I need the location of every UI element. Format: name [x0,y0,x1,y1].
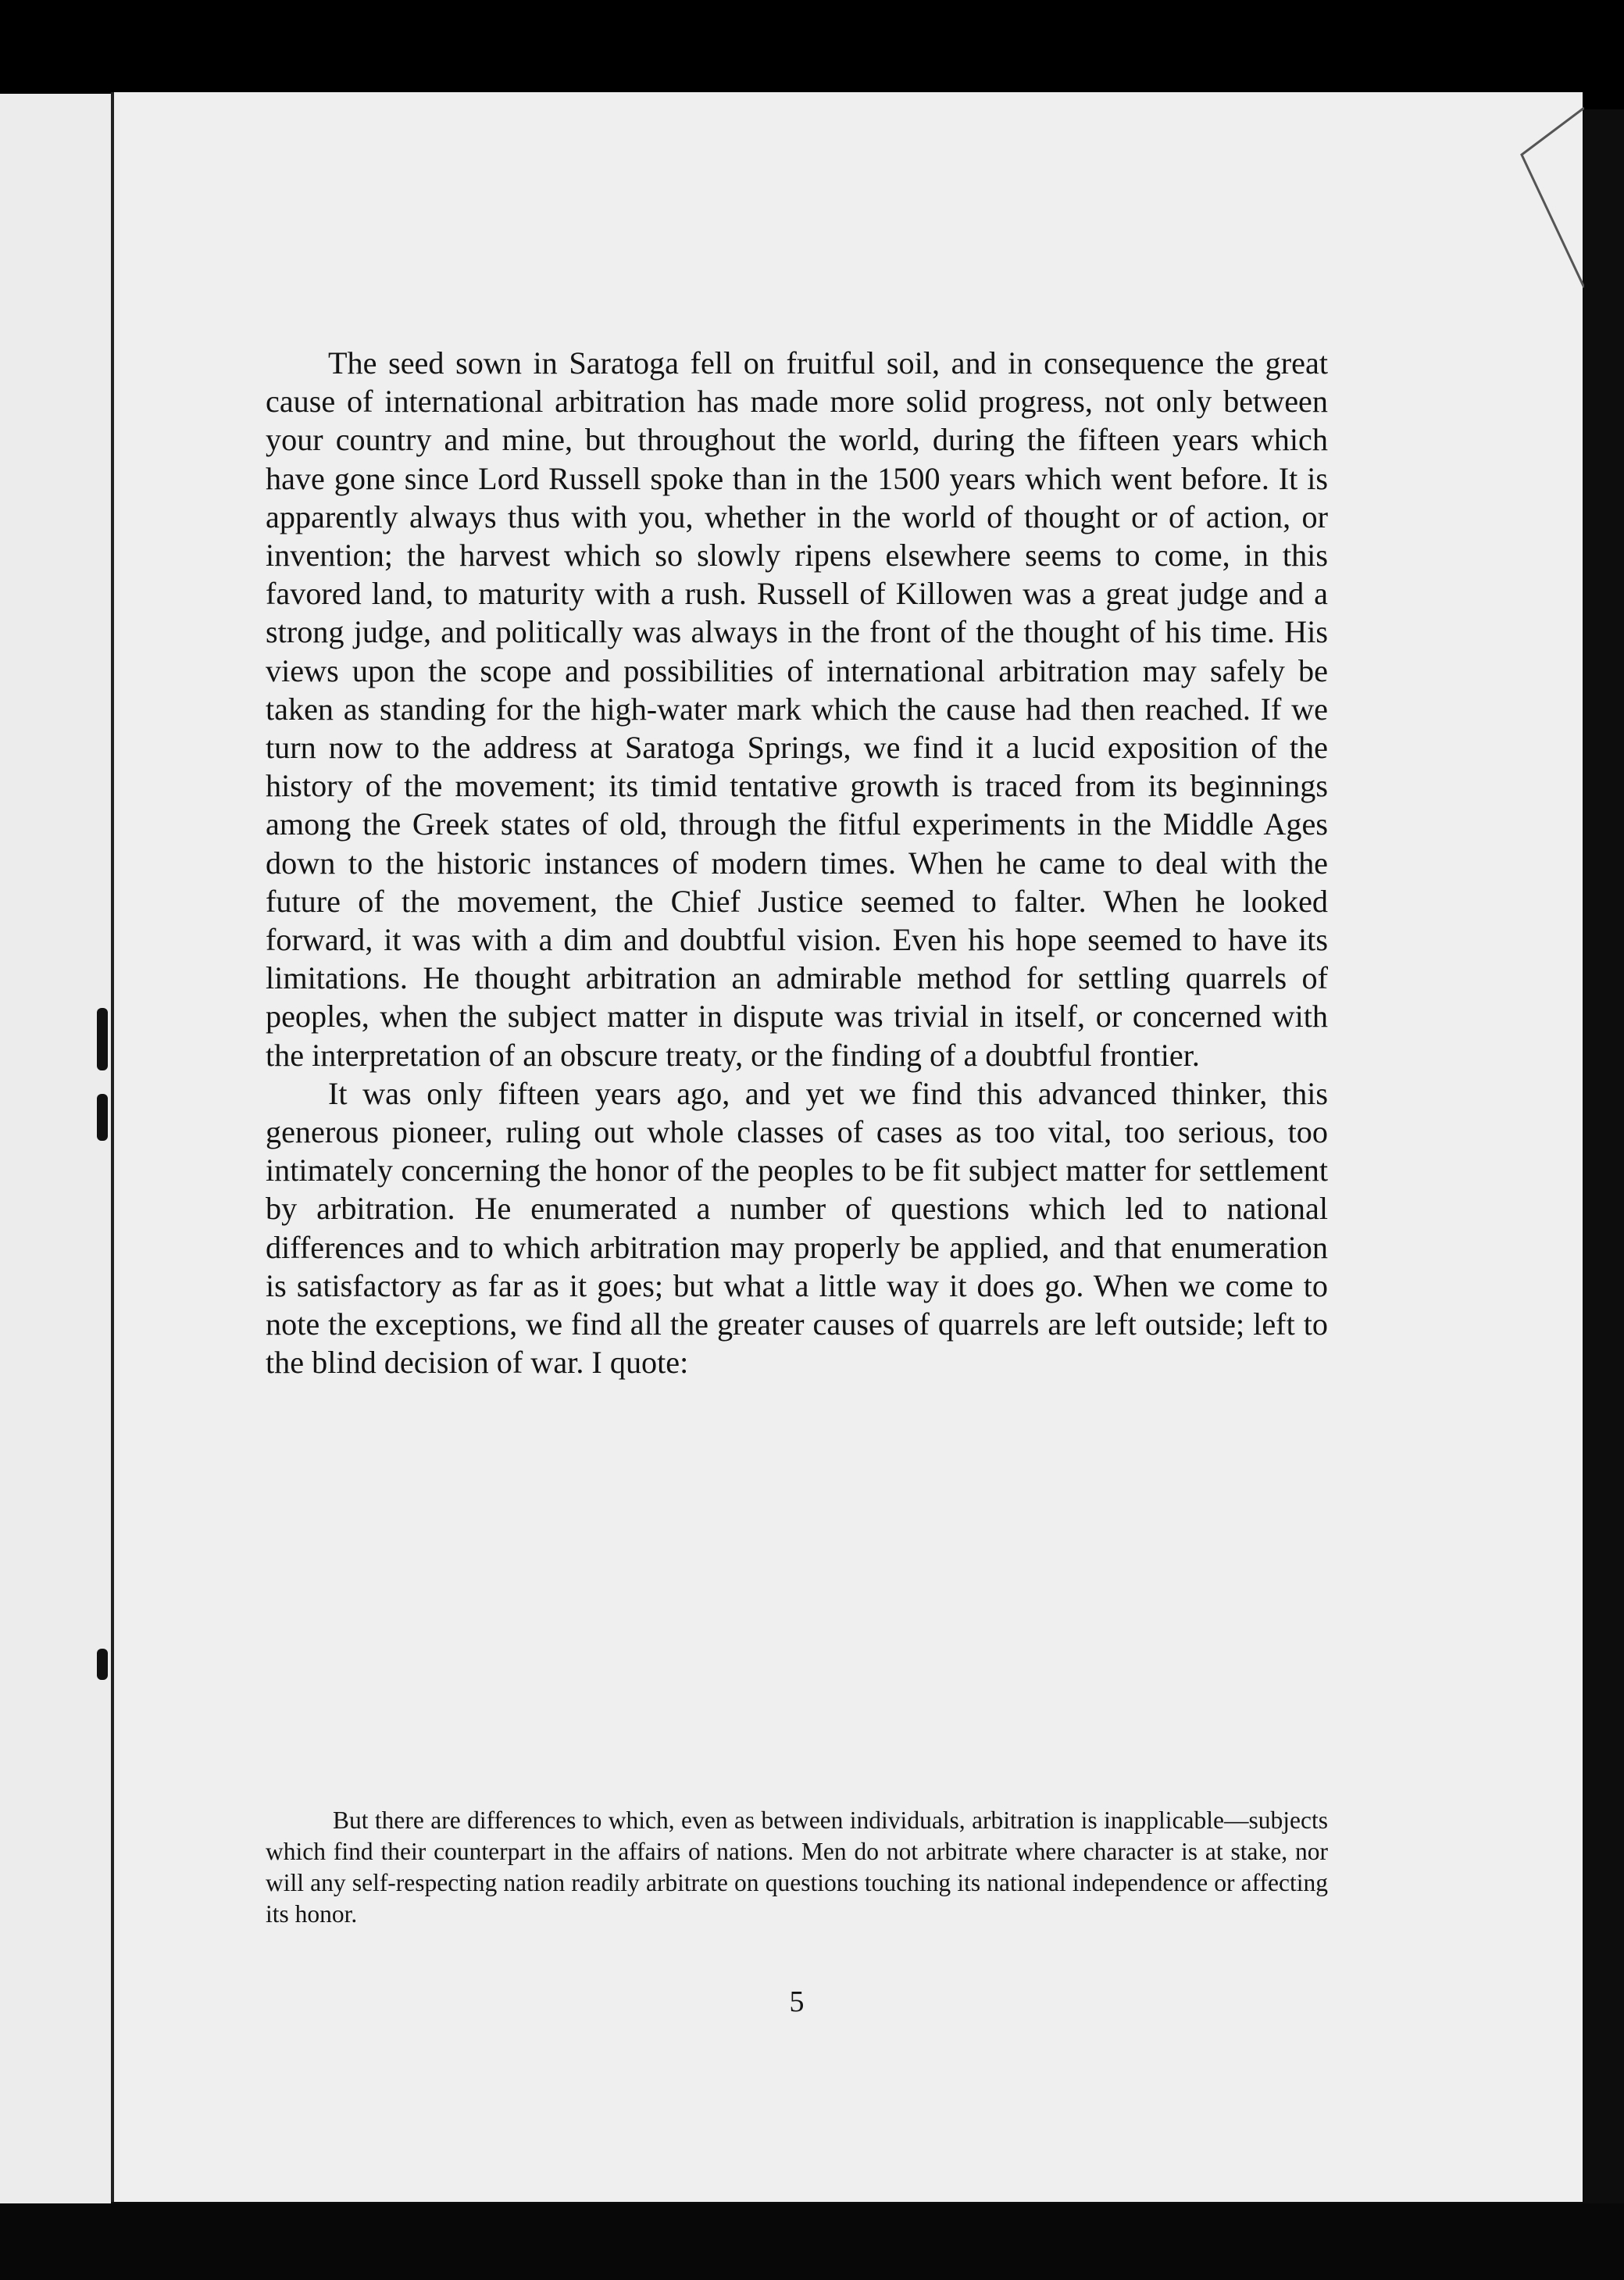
body-text [266,344,1328,1381]
page-number: 5 [789,1985,805,2018]
facing-page-edge [0,94,111,2219]
binding-mark [97,1094,108,1141]
block-quote [266,1805,1328,1930]
folded-corner [1428,100,1584,303]
quote-text: But there are differences to which, even as between individuals, arbitration is inapplicable—subjects which find their counterpart in the affairs of nations. Men do not arbitrate where character is at stake, nor will any self-respecting nation readily arbitrate on questions touching its national independence or affecting its honor. [266,1806,1328,1928]
paragraph: The seed sown in Saratoga fell on fruitful soil, and in consequence the great cause of international arbitration has made more solid progress, not only between your country and mine, but throughout the world, during the fifteen years which have gone since Lord Russell spoke than in the 1500 years which went before. It is apparently always thus with you, whether in the world of thought or of action, or invention; the harvest which so slowly ripens elsewhere seems to come, in this favored land, to maturity with a rush. Russell of Killowen was a great judge and a strong judge, and politically was always in the front of the thought of his time. His views upon the scope and possibilities of international arbitration may safely be taken as standing for the high-water mark which the cause had then reached. If we turn now to the address at Saratoga Springs, we find it a lucid exposition of the history of the movement; its timid tentative growth is traced from its beginnings among the Greek states of old, through the fitful experiments in the Middle Ages down to the historic instances of modern times. When he came to deal with the future of the movement, the Chief Justice seemed to falter. When he looked forward, it was with a dim and doubtful vision. Even his hope seemed to have its limitations. He thought arbitration an admirable method for settling quarrels of peoples, when the subject matter in dispute was trivial in itself, or concerned with the interpretation of an obscure treaty, or the finding of a doubtful frontier. [266,345,1328,1073]
binding-mark [97,1649,108,1680]
binding-mark [97,1008,108,1070]
scan-bottom-shadow [0,2203,1624,2280]
paragraph: It was only fifteen years ago, and yet we find this advanced thinker, this generous pioneer, ruling out whole classes of cases as too vital, too serious, too intimately concerning the honor of the peoples to be fit subject matter for settlement by arbitration. He enumerated a number of questions which led to national differences and to which arbitration may properly be applied, and that enumeration is satisfactory as far as it goes; but what a little way it does go. When we come to note the exceptions, we find all the greater causes of quarrels are left outside; left to the blind decision of war. I quote: [266,1075,1328,1381]
